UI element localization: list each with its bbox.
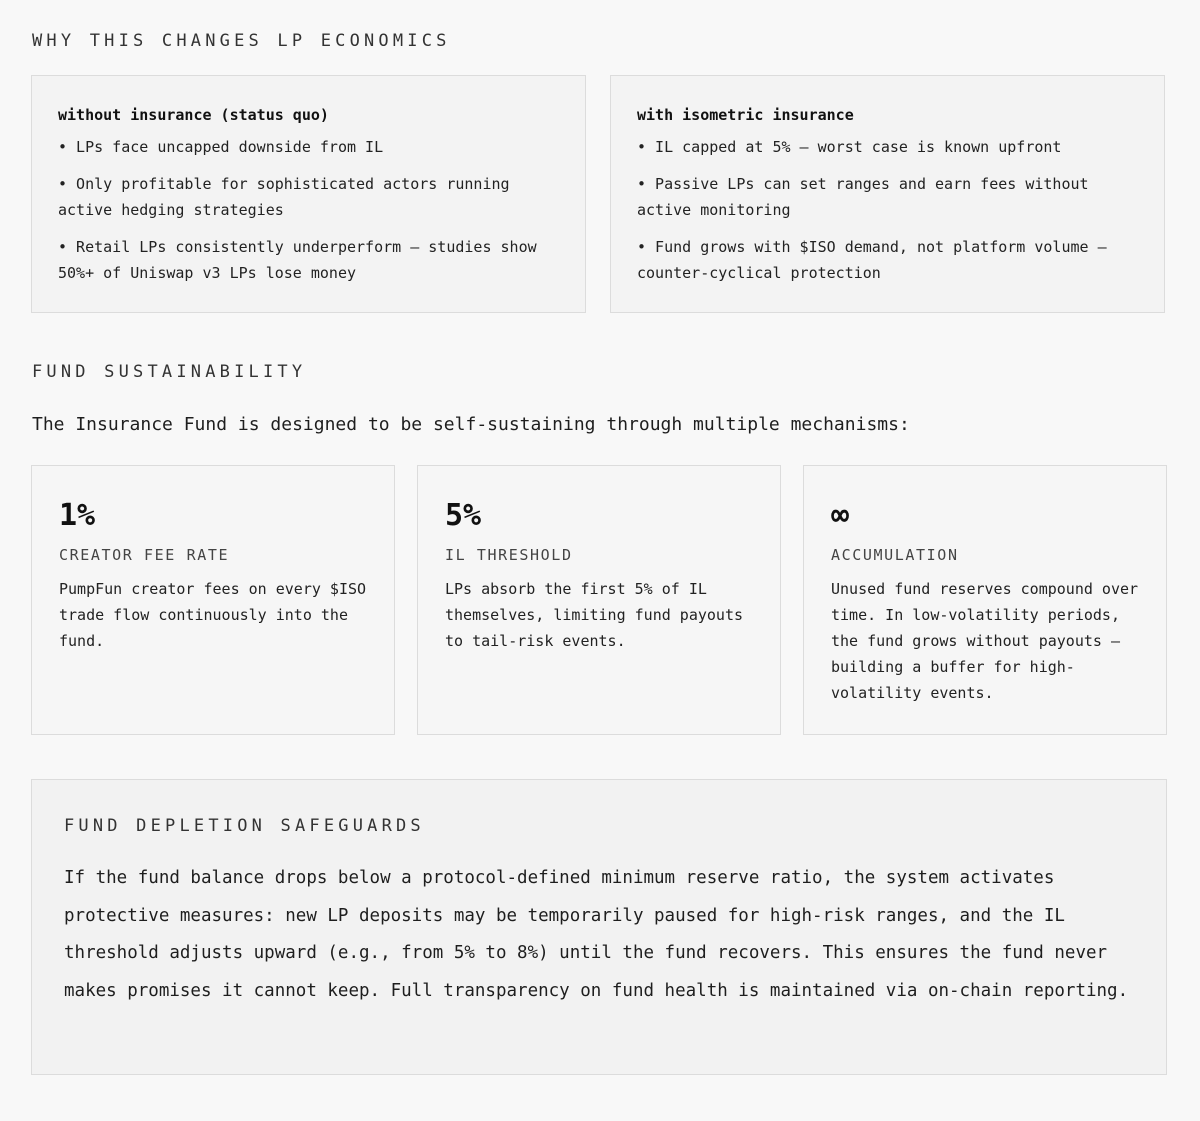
stat-value: 5% xyxy=(445,498,482,533)
fund-depletion-safeguards-panel xyxy=(31,779,1167,1075)
stat-card-creator-fee xyxy=(31,465,395,735)
sustainability-intro: The Insurance Fund is designed to be self-sustaining through multiple mechanisms: xyxy=(32,414,910,435)
stat-description: Unused fund reserves compound over time. In low-volatility periods, the fund grows without payouts — building a buffer for high-volatility events. xyxy=(831,580,1139,702)
safeguards-body: If the fund balance drops below a protocol-defined minimum reserve ratio, the system activates protective measures: new LP deposits may be temporarily paused for high-risk ranges, and the IL threshold adjusts upward (e.g., from 5% to 8%) until the fund recovers. This ensures the fund never makes promises it cannot keep. Full transparency on fund health is maintained via on-chain reporting. xyxy=(64,868,1129,1001)
list-item: • Passive LPs can set ranges and earn fees without active monitoring xyxy=(637,175,1089,219)
without-insurance-title: without insurance (status quo) xyxy=(58,106,329,124)
stat-value: 1% xyxy=(59,498,96,533)
fund-sustainability-heading: FUND SUSTAINABILITY xyxy=(32,362,307,382)
stat-card-accumulation xyxy=(803,465,1167,735)
list-item: • Fund grows with $ISO demand, not platform volume — counter-cyclical protection xyxy=(637,238,1107,282)
stat-label: ACCUMULATION xyxy=(831,546,959,564)
list-item: • Only profitable for sophisticated actors running active hedging strategies xyxy=(58,175,510,219)
without-insurance-card xyxy=(31,75,586,313)
stat-value: ∞ xyxy=(831,498,850,533)
stat-card-il-threshold xyxy=(417,465,781,735)
with-insurance-card xyxy=(610,75,1165,313)
stat-label: IL THRESHOLD xyxy=(445,546,573,564)
without-insurance-list xyxy=(58,134,559,286)
stat-description: PumpFun creator fees on every $ISO trade flow continuously into the fund. xyxy=(59,580,367,650)
list-item: • IL capped at 5% — worst case is known upfront xyxy=(637,138,1062,156)
stat-description: LPs absorb the first 5% of IL themselves, limiting fund payouts to tail-risk events. xyxy=(445,580,744,650)
safeguards-title: FUND DEPLETION SAFEGUARDS xyxy=(64,816,425,836)
with-insurance-title: with isometric insurance xyxy=(637,106,854,124)
list-item: • LPs face uncapped downside from IL xyxy=(58,138,384,156)
list-item: • Retail LPs consistently underperform — studies show 50%+ of Uniswap v3 LPs lose money xyxy=(58,238,537,282)
stat-label: CREATOR FEE RATE xyxy=(59,546,230,564)
lp-economics-heading: WHY THIS CHANGES LP ECONOMICS xyxy=(32,31,451,51)
with-insurance-list xyxy=(637,134,1138,286)
